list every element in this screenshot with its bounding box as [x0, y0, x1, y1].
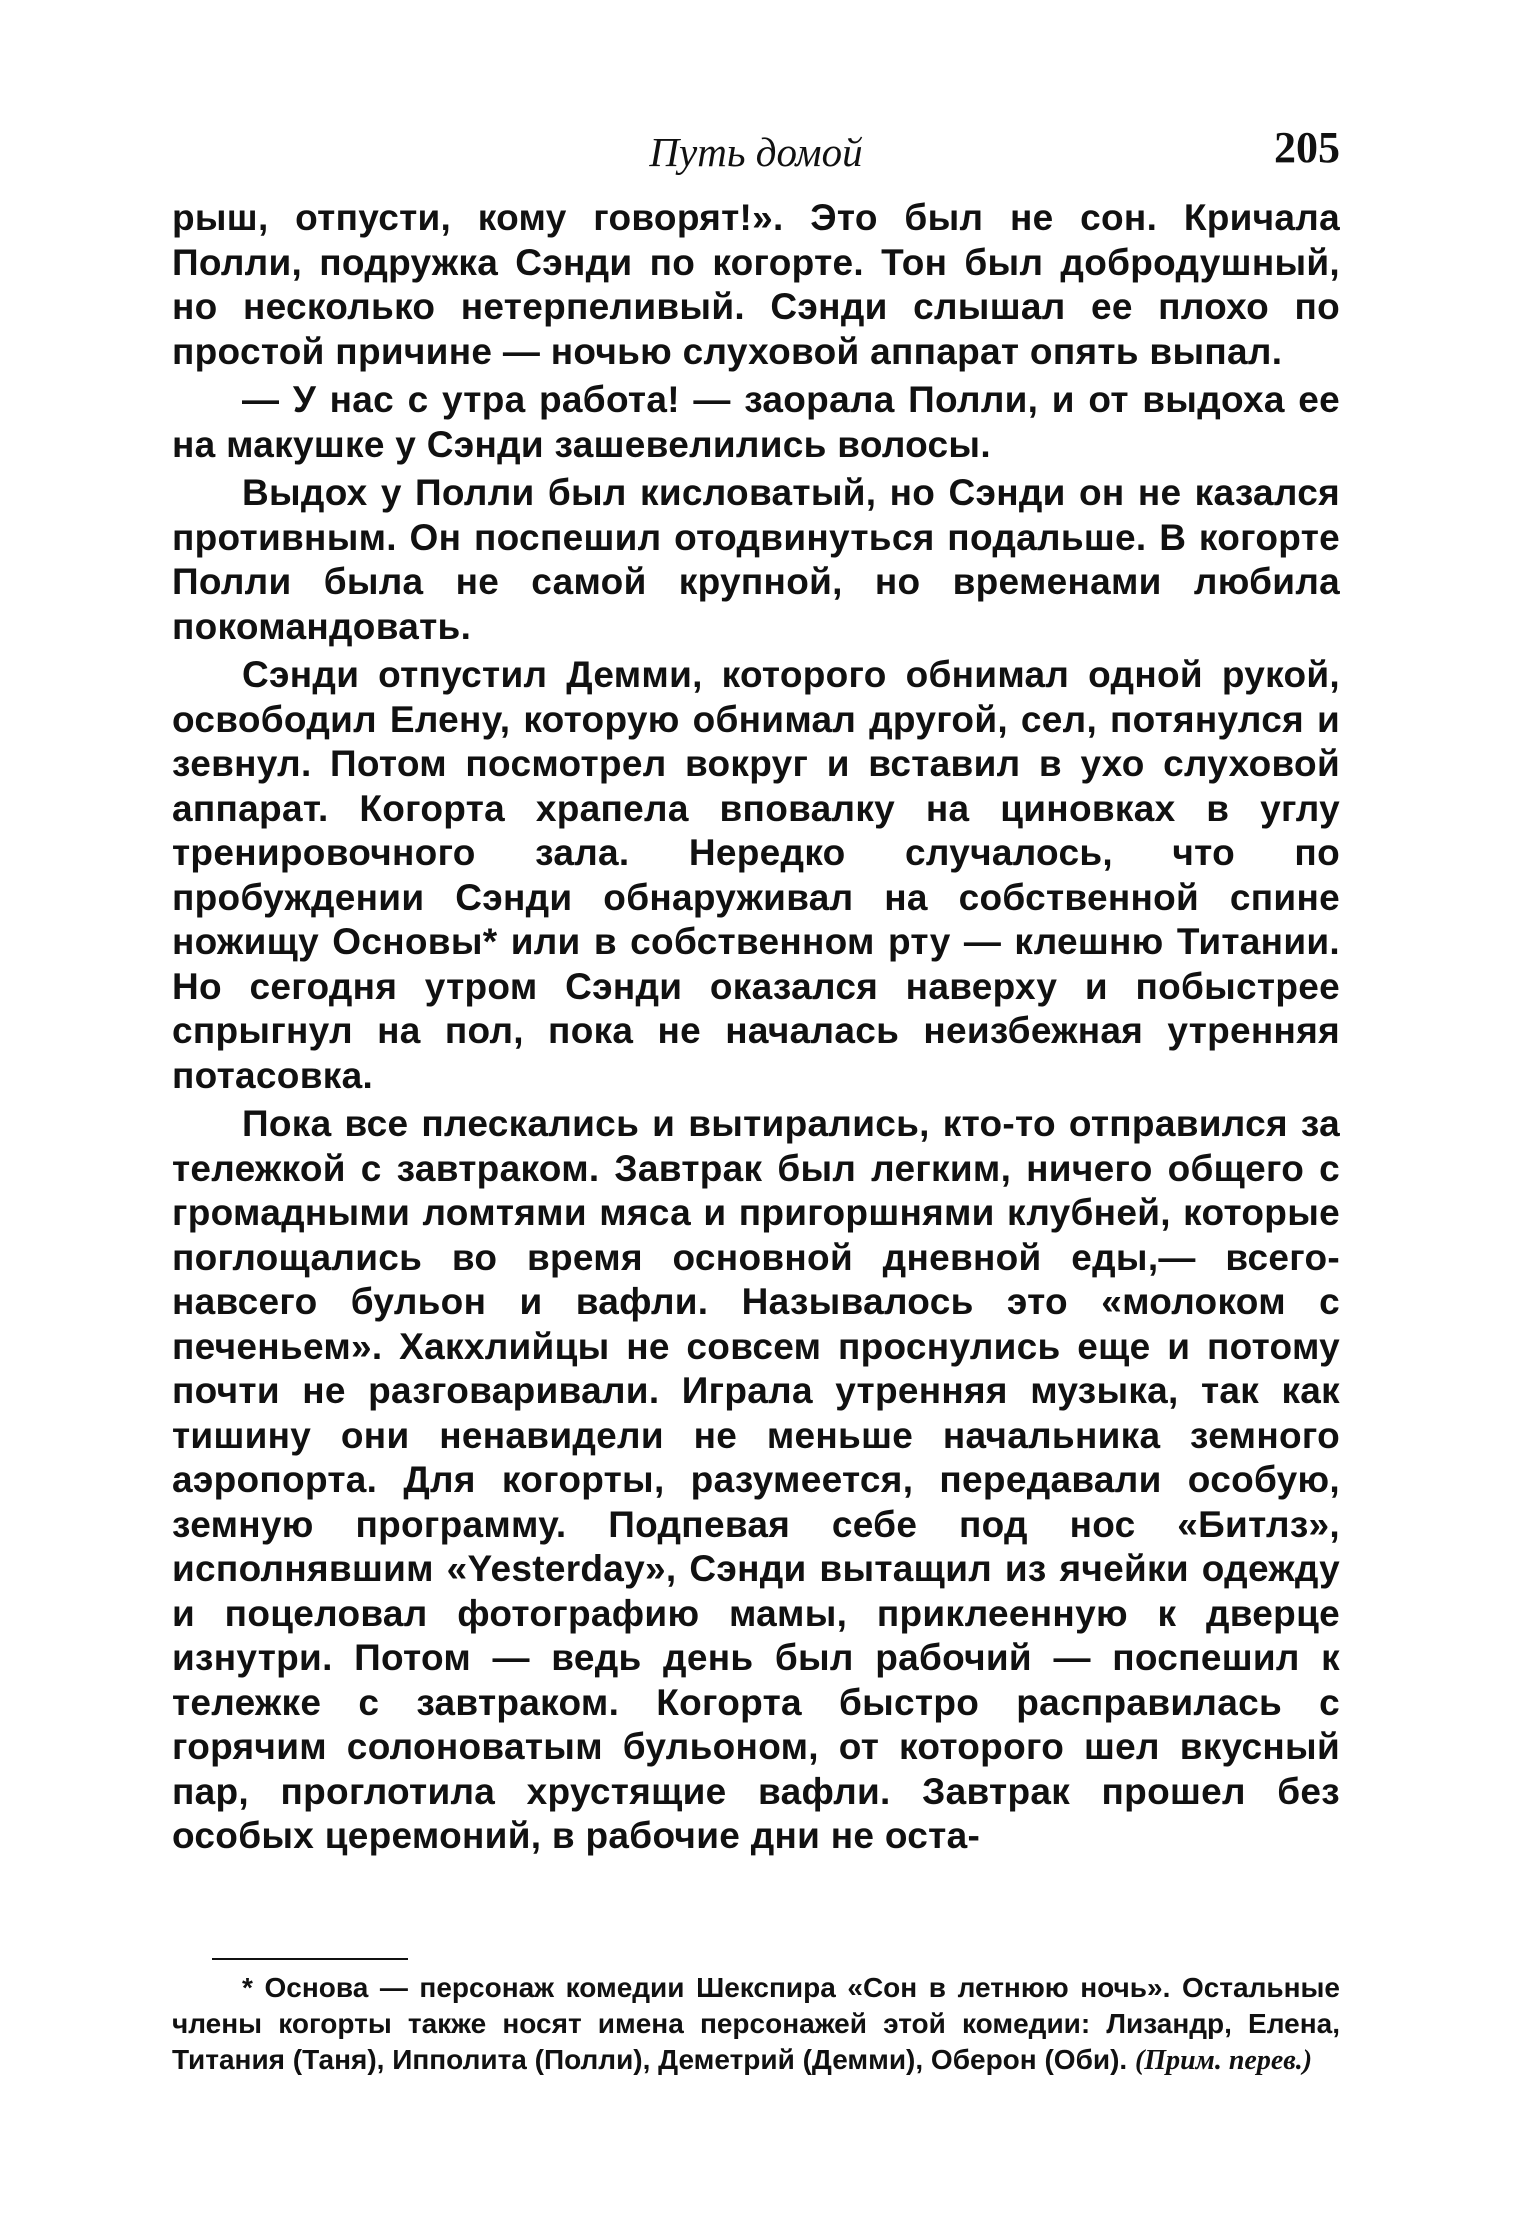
running-head [172, 118, 1340, 188]
footnote [172, 1970, 1340, 2079]
paragraph: Выдох у Полли был кисловатый, но Сэнди он не казался противным. Он поспешил отодвинуться подальше. В когорте Полли была не самой крупной, но временами любила покомандовать. [172, 472, 1340, 647]
page-number: 205 [1274, 123, 1340, 172]
footnote-divider [212, 1958, 408, 1960]
paragraph: Сэнди отпустил Демми, которого обнимал одной рукой, освободил Елену, которую обнимал другой, сел, потянулся и зевнул. Потом посмотрел вокруг и вставил в ухо слуховой аппарат. Когорта храпела вповалку на циновках в углу тренировочного зала. Нередко случалось, что по пробуждении Сэнди обнаруживал на собственной спине ножищу Основы* или в собственном рту — клешню Титании. Но сегодня утром Сэнди оказался наверху и побыстрее спрыгнул на пол, пока не началась неизбежная утренняя потасовка. [172, 654, 1340, 1096]
body-text [172, 196, 1340, 1863]
paragraph: — У нас с утра работа! — заорала Полли, и от выдоха ее на макушке у Сэнди зашевелились волосы. [172, 379, 1340, 465]
paragraph: Пока все плескались и вытирались, кто-то отправился за тележкой с завтраком. Завтрак был легким, ничего общего с громадными ломтями мяса и пригоршнями клубней, которые поглощались во время основной дневной еды,— всего-навсего бульон и вафли. Называлось это «молоком с печеньем». Хакхлийцы не совсем проснулись еще и потому почти не разговаривали. Играла утренняя музыка, так как тишину они ненавидели не меньше начальника земного аэропорта. Для когорты, разумеется, передавали особую, земную программу. Подпевая себе под нос «Битлз», исполнявшим «Yesterday», Сэнди вытащил из ячейки одежду и поцеловал фотографию мамы, приклеенную к дверце изнутри. Потом — ведь день был рабочий — поспешил к тележке с завтраком. Когорта быстро расправилась с горячим солоноватым бульоном, от которого шел вкусный пар, проглотила хрустящие вафли. Завтрак прошел без особых церемоний, в рабочие дни не оста- [172, 1103, 1340, 1856]
translator-note: (Прим. перев.) [1134, 2045, 1313, 2076]
running-title: Путь домой [649, 129, 863, 175]
paragraph: рыш, отпусти, кому говорят!». Это был не сон. Кричала Полли, подружка Сэнди по когорте. Тон был добродушный, но несколько нетерпеливый. Сэнди слышал ее плохо по простой причине — ночью слуховой аппарат опять выпал. [172, 197, 1340, 372]
footnote-text: * Основа — персонаж комедии Шекспира «Сон в летнюю ночь». Остальные члены когорты также носят имена персонажей этой комедии: Лизандр, Елена, Титания (Таня), Ипполита (Полли), Деметрий (Демми), Оберон (Оби). [172, 1972, 1340, 2075]
